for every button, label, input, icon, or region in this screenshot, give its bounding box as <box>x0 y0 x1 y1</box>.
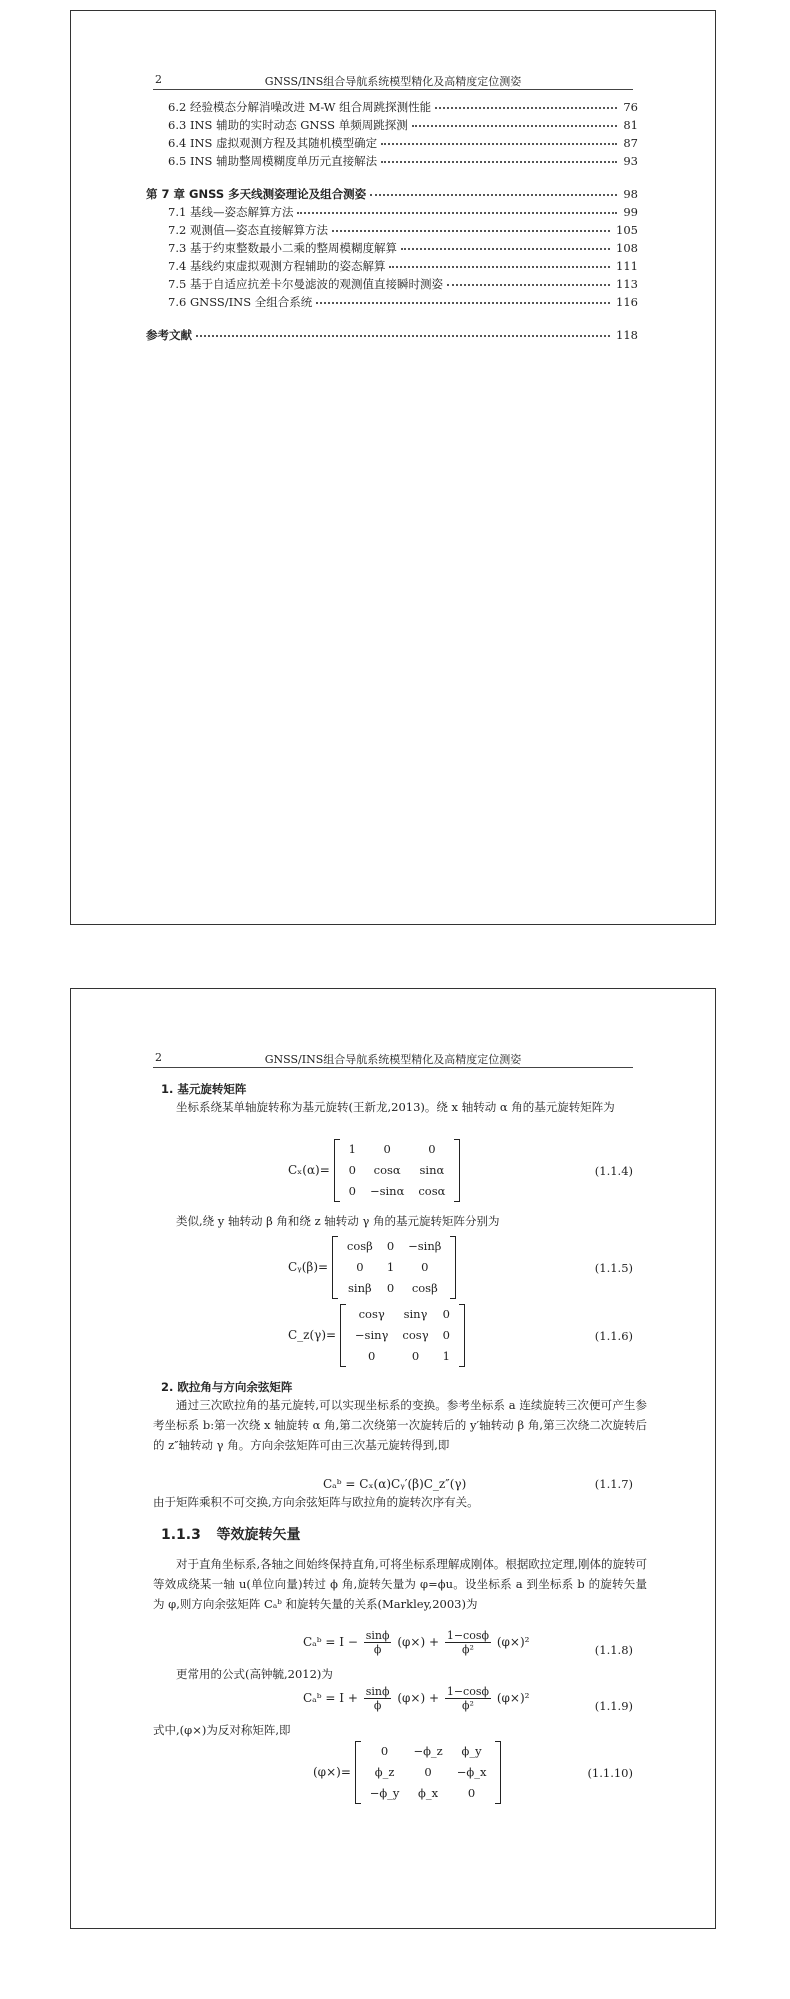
matrix-cell: sinγ <box>403 1307 428 1321</box>
equation-number: (1.1.7) <box>594 1477 633 1491</box>
toc-entry[interactable] <box>146 98 638 116</box>
toc-entry[interactable] <box>146 116 638 134</box>
toc-entry-page: 116 <box>616 295 638 309</box>
denominator: ϕ² <box>461 1643 474 1656</box>
matrix <box>334 1139 461 1202</box>
toc-entry-page: 111 <box>616 259 638 273</box>
matrix-cell: 0 <box>386 1281 395 1295</box>
equation-1-1-10 <box>313 1741 501 1804</box>
matrix-cell: 0 <box>442 1307 450 1321</box>
toc-entry-label: 7.1 基线—姿态解算方法 <box>168 205 294 219</box>
paragraph: 类似,绕 y 轴转动 β 角和绕 z 轴转动 γ 角的基元旋转矩阵分别为 <box>176 1214 500 1228</box>
toc-entry-page: 93 <box>623 154 638 168</box>
matrix-cell: 1 <box>348 1142 356 1156</box>
matrix-cell: 1 <box>442 1349 450 1363</box>
toc-leader-dots <box>370 185 617 196</box>
matrix <box>355 1741 502 1804</box>
fraction <box>364 1629 392 1656</box>
equation-number: (1.1.8) <box>594 1643 633 1657</box>
equation-number: (1.1.9) <box>594 1699 633 1713</box>
toc-entry-label: 7.6 GNSS/INS 全组合系统 <box>168 295 313 309</box>
matrix-cell: cosγ <box>402 1328 429 1342</box>
toc-entry-label: 6.5 INS 辅助整周模糊度单历元直接解法 <box>168 154 378 168</box>
matrix-cell: ϕ_x <box>418 1786 439 1800</box>
numerator: sinϕ <box>365 1685 390 1698</box>
matrix-cell: cosα <box>418 1184 446 1198</box>
toc-leader-dots <box>332 221 610 232</box>
toc-entry[interactable] <box>146 239 638 257</box>
toc-entry-page: 105 <box>616 223 638 237</box>
equation-number: (1.1.4) <box>594 1164 633 1178</box>
matrix-cell: cosβ <box>411 1281 438 1295</box>
equation-lhs: Cₓ(α)= <box>288 1163 330 1177</box>
matrix-cell: −sinα <box>369 1184 405 1198</box>
equation-part: (φ×)² <box>496 1691 530 1705</box>
equation-part: (φ×) + <box>397 1635 440 1649</box>
toc-leader-dots <box>316 293 610 304</box>
matrix-cell: 0 <box>411 1349 420 1363</box>
toc-entry[interactable] <box>146 293 638 311</box>
matrix-cell: 0 <box>424 1765 432 1779</box>
equation-part: Cₐᵇ = I + <box>303 1691 358 1705</box>
paragraph: 对于直角坐标系,各轴之间始终保持直角,可将坐标系理解成刚体。根据欧拉定理,刚体的旋转可等效成绕某一轴 u(单位向量)转过 ϕ 角,旋转矢量为 φ=ϕu。设坐标系 a 到坐标系 b 的旋转矢量为 φ,则方向余弦矩阵 Cₐᵇ 和旋转矢量的关系(Markley,2003)为 <box>153 1557 647 1611</box>
numerator: sinϕ <box>365 1629 390 1642</box>
toc-entry[interactable] <box>146 203 638 221</box>
toc-entry-label: 6.2 经验模态分解消噪改进 M-W 组合周跳探测性能 <box>168 100 432 114</box>
paragraph: 式中,(φ×)为反对称矩阵,即 <box>153 1723 291 1737</box>
section-title: 等效旋转矢量 <box>216 1527 301 1543</box>
fraction <box>445 1685 491 1712</box>
matrix-cell: 0 <box>368 1349 376 1363</box>
equation-number: (1.1.6) <box>594 1329 633 1343</box>
toc-entry[interactable] <box>146 326 638 344</box>
denominator: ϕ <box>373 1643 382 1656</box>
toc-page <box>70 10 716 925</box>
denominator: ϕ <box>373 1699 382 1712</box>
paragraph: 更常用的公式(高钟毓,2012)为 <box>176 1667 333 1681</box>
matrix-cell: 0 <box>428 1142 436 1156</box>
toc-entry-label: 6.4 INS 虚拟观测方程及其随机模型确定 <box>168 136 378 150</box>
equation-part: (φ×) + <box>397 1691 440 1705</box>
matrix-cell: 0 <box>356 1260 364 1274</box>
toc-leader-dots <box>381 134 617 145</box>
matrix <box>340 1304 465 1367</box>
toc-entry[interactable] <box>146 152 638 170</box>
matrix <box>332 1236 457 1299</box>
toc-entry-page: 81 <box>623 118 638 132</box>
toc-leader-dots <box>297 203 617 214</box>
paragraph: 由于矩阵乘积不可交换,方向余弦矩阵与欧拉角的旋转次序有关。 <box>153 1495 479 1509</box>
equation-number: (1.1.5) <box>594 1261 633 1275</box>
toc-entry[interactable] <box>146 275 638 293</box>
toc-leader-dots <box>412 116 618 127</box>
denominator: ϕ² <box>461 1699 474 1712</box>
matrix-cell: −sinγ <box>354 1328 389 1342</box>
page-number: 2 <box>155 1051 162 1064</box>
subheading-euler-angles: 2. 欧拉角与方向余弦矩阵 <box>161 1380 293 1394</box>
toc-entry-page: 76 <box>623 100 638 114</box>
section-heading <box>161 1524 301 1544</box>
equation-number: (1.1.10) <box>587 1766 633 1780</box>
toc-entry-page: 113 <box>616 277 638 291</box>
toc-leader-dots <box>401 239 610 250</box>
toc-entry[interactable] <box>146 185 638 203</box>
toc-entry[interactable] <box>146 221 638 239</box>
toc-entry-label: 7.3 基于约束整数最小二乘的整周模糊度解算 <box>168 241 397 255</box>
toc-entry-page: 98 <box>623 187 638 201</box>
equation-1-1-8 <box>303 1629 529 1656</box>
matrix-cell: 0 <box>348 1184 356 1198</box>
matrix-cell: 0 <box>467 1786 476 1800</box>
matrix-cell: −ϕ_y <box>369 1786 400 1800</box>
matrix-cell: 0 <box>386 1239 395 1253</box>
equation-1-1-7: Cₐᵇ = Cₓ(α)Cᵧ′(β)C_z″(γ) <box>323 1477 467 1491</box>
matrix-cell: 0 <box>380 1744 389 1758</box>
toc-entry-page: 87 <box>623 136 638 150</box>
toc-entry-label: 7.4 基线约束虚拟观测方程辅助的姿态解算 <box>168 259 386 273</box>
toc-entry[interactable] <box>146 257 638 275</box>
paragraph: 坐标系绕某单轴旋转称为基元旋转(王新龙,2013)。绕 x 轴转动 α 角的基元旋转矩阵为 <box>176 1100 615 1114</box>
paragraph: 通过三次欧拉角的基元旋转,可以实现坐标系的变换。参考坐标系 a 连续旋转三次便可产生参考坐标系 b:第一次绕 x 轴旋转 α 角,第二次绕第一次旋转后的 y′轴转动 β 角,第三次绕二次旋转后的 z″轴转动 γ 角。方向余弦矩阵可由三次基元旋转得到,即 <box>153 1398 647 1452</box>
matrix-cell: 0 <box>348 1163 356 1177</box>
matrix-cell: cosβ <box>346 1239 373 1253</box>
toc-entry-label: 第 7 章 GNSS 多天线测姿理论及组合测姿 <box>146 187 367 201</box>
book-title: GNSS/INS组合导航系统模型精化及高精度定位测姿 <box>264 75 522 88</box>
matrix-cell: sinα <box>419 1163 445 1177</box>
toc-leader-dots <box>435 98 617 109</box>
matrix-cell: −ϕ_x <box>456 1765 487 1779</box>
equation-1-1-4 <box>288 1139 460 1202</box>
toc-entry-label: 6.3 INS 辅助的实时动态 GNSS 单频周跳探测 <box>168 118 408 132</box>
matrix-cell: sinβ <box>348 1281 372 1295</box>
equation-part: Cₐᵇ = I − <box>303 1635 358 1649</box>
toc-leader-dots <box>447 275 610 286</box>
toc-entry-page: 108 <box>616 241 638 255</box>
page-number: 2 <box>155 73 162 86</box>
matrix-cell: ϕ_y <box>461 1744 482 1758</box>
numerator: 1−cosϕ <box>446 1629 489 1642</box>
toc-entry-label: 参考文献 <box>146 328 192 342</box>
matrix-cell: −sinβ <box>408 1239 442 1253</box>
fraction <box>445 1629 491 1656</box>
matrix-cell: ϕ_z <box>374 1765 395 1779</box>
book-title: GNSS/INS组合导航系统模型精化及高精度定位测姿 <box>264 1053 522 1066</box>
equation-1-1-5 <box>288 1236 456 1299</box>
toc-leader-dots <box>196 326 610 337</box>
equation-1-1-6 <box>288 1304 465 1367</box>
numerator: 1−cosϕ <box>446 1685 489 1698</box>
toc-entry-page: 99 <box>623 205 638 219</box>
equation-lhs: Cᵧ(β)= <box>288 1260 329 1274</box>
matrix-cell: cosγ <box>358 1307 385 1321</box>
equation-lhs: (φ×)= <box>313 1765 351 1779</box>
fraction <box>364 1685 392 1712</box>
matrix-cell: 0 <box>421 1260 429 1274</box>
equation-lhs: C_z(γ)= <box>288 1328 337 1342</box>
toc-leader-dots <box>381 152 617 163</box>
matrix-cell: cosα <box>373 1163 401 1177</box>
subheading-elementary-rotation: 1. 基元旋转矩阵 <box>161 1082 247 1096</box>
body-page <box>70 988 716 1929</box>
equation-1-1-9 <box>303 1685 529 1712</box>
toc-entry-page: 118 <box>616 328 638 342</box>
equation-part: (φ×)² <box>496 1635 530 1649</box>
toc-entry-label: 7.5 基于自适应抗差卡尔曼滤波的观测值直接瞬时测姿 <box>168 277 443 291</box>
section-number: 1.1.3 <box>161 1527 201 1543</box>
toc-entry-label: 7.2 观测值—姿态直接解算方法 <box>168 223 328 237</box>
matrix-cell: 0 <box>442 1328 450 1342</box>
matrix-cell: 1 <box>386 1260 395 1274</box>
matrix-cell: 0 <box>383 1142 391 1156</box>
toc-entry[interactable] <box>146 134 638 152</box>
running-head <box>153 1051 633 1068</box>
toc-leader-dots <box>389 257 610 268</box>
running-head <box>153 73 633 90</box>
matrix-cell: −ϕ_z <box>413 1744 443 1758</box>
